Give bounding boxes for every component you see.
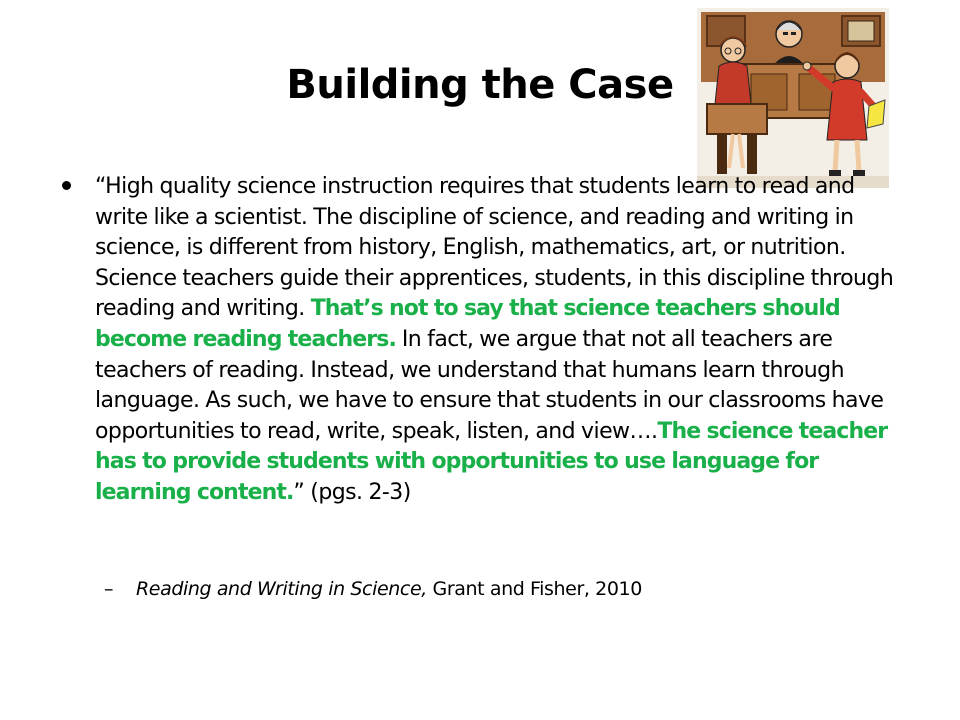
quote-close-mark: ” xyxy=(293,479,305,505)
quote-highlight-1: That’s not to say that science teachers should become reading teachers. xyxy=(95,296,840,352)
slide-title: Building the Case xyxy=(286,62,674,108)
citation-authors: Grant and Fisher, 2010 xyxy=(426,578,642,600)
bullet-icon xyxy=(62,181,71,190)
citation xyxy=(104,575,904,603)
quote-text xyxy=(95,172,900,509)
quote-highlight-2: The science teacher has to provide students with opportunities to use language for learning content. xyxy=(95,418,888,505)
citation-book-title: Reading and Writing in Science, xyxy=(136,578,427,600)
courtroom-cartoon-icon xyxy=(697,8,889,188)
quote-bullet xyxy=(62,172,900,509)
page-reference: (pgs. 2-3) xyxy=(310,479,411,505)
quote-part-2: In fact, we argue that not all teachers are teachers of reading. Instead, we understand that humans learn through language. As such, we have to ensure that students in our classrooms have opportunities to read, write, speak, listen, and view…. xyxy=(95,326,884,444)
citation-dash: – xyxy=(104,578,114,600)
quote-part-1: “High quality science instruction requires that students learn to read and write like a scientist. The discipline of science, and reading and writing in science, is different from history, English, mathematics, art, or nutrition. Science teachers guide their apprentices, students, in this discipline through reading and writing. xyxy=(95,174,894,322)
